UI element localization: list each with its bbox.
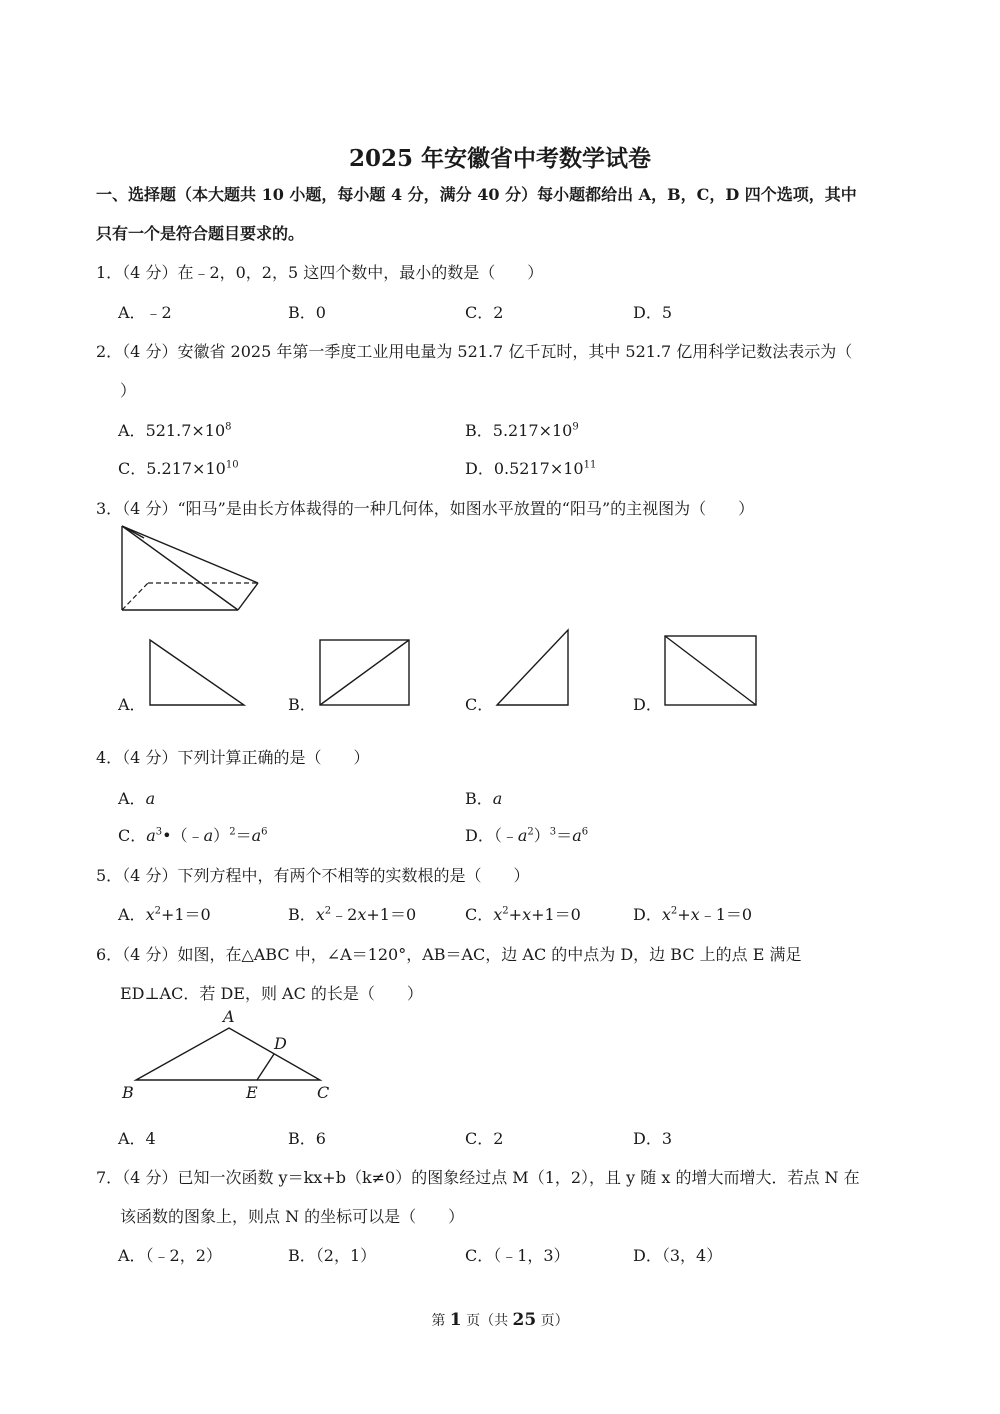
q2-option-b [465,418,579,441]
q4d-var-1: a [517,826,528,845]
q3-option-b-figure [318,638,412,708]
footer-suffix: 页） [536,1313,569,1329]
footer-prefix: 第 [431,1313,450,1329]
q5-option-b [288,902,416,925]
q5d-var: x [661,905,671,924]
q5a-var: x [145,905,155,924]
q7-option-a: A．（﹣2，2） [118,1246,222,1265]
q3-option-a: A． [118,695,146,714]
q5-option-b-label: B． [288,905,316,924]
q4-option-c-label: C． [118,826,147,845]
question-6-stem: 6．（4 分）如图，在△ABC 中，∠A＝120°，AB＝AC，边 AC 的中点为 D，边 BC 上的点 E 满足 [96,945,802,964]
section-heading-line2: 只有一个是符合题目要求的。 [96,224,305,243]
q6-option-a: A．4 [118,1129,156,1148]
q2-option-b-exponent: 9 [572,421,579,433]
q6-option-c: C．2 [465,1129,504,1148]
q4-option-d-label: D． [465,826,494,845]
q4d-close: ） [533,826,550,845]
q2-option-d-base: 0.5217×10 [493,459,584,478]
question-2-stem: 2．（4 分）安徽省 2025 年第一季度工业用电量为 521.7 亿千瓦时，其中 521.7 亿用科学记数法表示为（ [96,342,853,361]
q2-option-d [465,456,596,479]
q3-option-b: B． [288,695,316,714]
question-6-stem-continuation: ED⊥AC．若 DE，则 AC 的长是（ ） [120,984,423,1003]
q5c-var: x [493,905,503,924]
q2-option-b-label: B． [465,421,493,440]
page-title: 2025 年安徽省中考数学试卷 [348,145,652,172]
q3-option-c: C． [465,695,494,714]
q2-option-a-exponent: 8 [225,421,232,433]
q5b-var: x [315,905,325,924]
q7-option-c: C．（﹣1，3） [465,1246,570,1265]
q4d-eq: ＝ [556,826,573,845]
point-label-b: B [122,1083,134,1102]
q5-option-d [633,902,752,925]
q2-option-d-label: D． [465,459,494,478]
q2-option-c-label: C． [118,459,147,478]
q4d-exp-3: 6 [581,826,589,838]
q5d-var-2: x [690,905,700,924]
q5c-rest: + [508,905,523,924]
q6-option-b: B．6 [288,1129,326,1148]
q1-option-b: B．0 [288,303,326,322]
q4d-var-2: a [572,826,582,845]
question-3-stem: 3．（4 分）“阳马”是由长方体裁得的一种几何体，如图水平放置的“阳马”的主视图为（ ） [96,499,755,518]
q5a-exp: 2 [154,905,161,917]
footer-page-number: 1 [449,1310,462,1330]
q4c-var-2: a [203,826,214,845]
q4-option-c [118,823,268,846]
q4c-var-3: a [251,826,262,845]
q4c-exp-1: 3 [155,826,163,838]
question-4-stem: 4．（4 分）下列计算正确的是（ ） [96,748,370,767]
question-1-stem: 1．（4 分）在﹣2，0，2，5 这四个数中，最小的数是（ ） [96,263,544,282]
q5d-rest-2: ﹣1＝0 [699,905,753,924]
q4-option-a-var: a [145,789,156,808]
q3-option-d: D． [633,695,662,714]
question-7-stem-continuation: 该函数的图象上，则点 N 的坐标可以是（ ） [120,1207,465,1226]
q4-option-b [465,786,502,809]
q4-option-d [465,823,588,846]
q5b-var-2: x [357,905,367,924]
footer-total-pages: 25 [512,1310,537,1330]
point-label-a: A [223,1007,235,1026]
q2-option-d-exponent: 11 [583,459,597,471]
q5d-rest: + [677,905,691,924]
q2-option-c [118,456,239,479]
q5-option-a-label: A． [118,905,146,924]
q4d-exp-2: 3 [549,826,557,838]
q4c-var-1: a [146,826,156,845]
q7-option-d: D．（3，4） [633,1246,723,1265]
q2-option-a-label: A． [118,421,146,440]
q4d-exp-1: 2 [527,826,534,838]
q5c-rest-2: +1＝0 [531,905,581,924]
q4c-close: ） [213,826,230,845]
q4c-mid: •（﹣ [162,826,204,845]
q5c-exp: 2 [502,905,509,917]
point-label-d: D [274,1034,287,1053]
section-heading-line1: 一、选择题（本大题共 10 小题，每小题 4 分，满分 40 分）每小题都给出 A，B，C，D 四个选项，其中 [96,185,857,204]
q3-option-d-figure [663,634,759,708]
q5-option-c [465,902,581,925]
q5b-exp: 2 [324,905,332,917]
q4-option-b-label: B． [465,789,493,808]
q4c-eq: ＝ [235,826,252,845]
q5-option-d-label: D． [633,905,662,924]
q5b-rest-2: +1＝0 [366,905,417,924]
q5c-var-2: x [522,905,532,924]
q6-option-d: D．3 [633,1129,673,1148]
q4-option-a [118,786,155,809]
question-2-stem-continuation: ） [120,381,137,400]
footer-middle: 页（共 [461,1313,513,1329]
q5d-exp: 2 [670,905,678,917]
q4-option-a-label: A． [118,789,146,808]
q4d-open: （﹣ [493,826,518,845]
q2-option-b-base: 5.217×10 [492,421,573,440]
q3-option-c-figure [495,628,571,708]
q2-option-c-base: 5.217×10 [146,459,226,478]
q3-option-a-figure [148,638,248,708]
q1-option-a: A．﹣2 [118,303,172,322]
question-7-stem: 7．（4 分）已知一次函数 y＝kx+b（k≠0）的图象经过点 M（1，2），且 y 随 x 的增大而增大．若点 N 在 [96,1168,860,1187]
q7-option-b: B．（2，1） [288,1246,377,1265]
q1-option-d: D．5 [633,303,673,322]
q5b-rest: ﹣2 [331,905,358,924]
q4c-exp-2: 2 [229,826,236,838]
q5a-rest: +1＝0 [160,905,211,924]
q2-option-a-base: 521.7×10 [145,421,226,440]
yangma-solid-figure [118,522,263,614]
q2-option-a [118,418,232,441]
question-5-stem: 5．（4 分）下列方程中，有两个不相等的实数根的是（ ） [96,866,530,885]
q2-option-c-exponent: 10 [225,459,239,471]
q5-option-a [118,902,211,925]
page-footer [0,1310,1000,1330]
point-label-c: C [317,1083,330,1102]
q4c-exp-3: 6 [261,826,268,838]
q4-option-b-var: a [492,789,503,808]
q5-option-c-label: C． [465,905,494,924]
q1-option-c: C．2 [465,303,504,322]
point-label-e: E [246,1083,258,1102]
